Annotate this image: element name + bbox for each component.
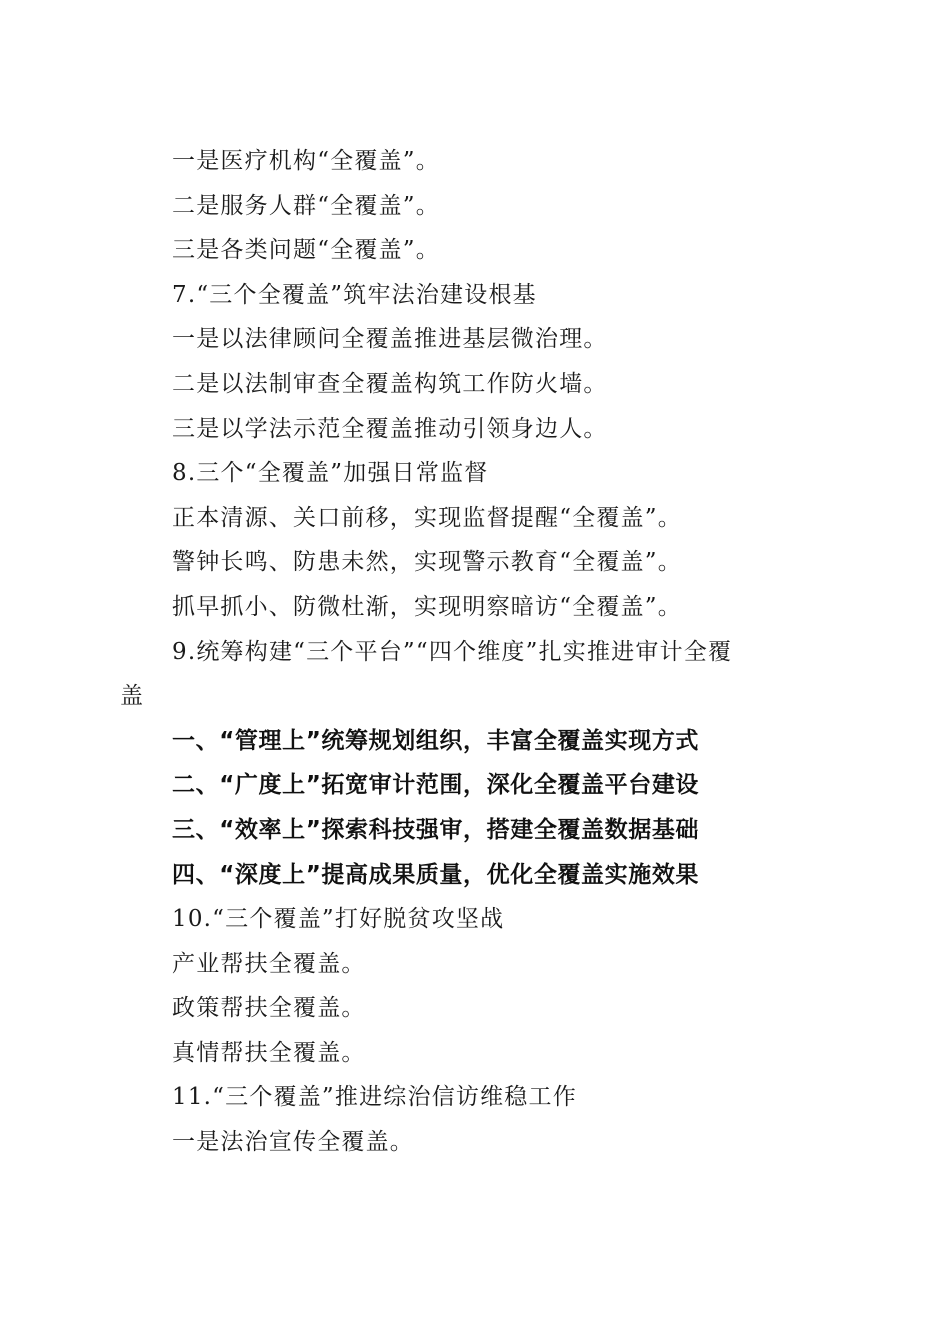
list-item: 一是法治宣传全覆盖。 (172, 1129, 414, 1156)
subsection-heading: 四、“深度上”提高成果质量，优化全覆盖实施效果 (172, 861, 700, 888)
section-heading: 9.统筹构建“三个平台”“四个维度”扎实推进审计全覆 (172, 638, 733, 665)
subsection-heading: 二、“广度上”拓宽审计范围，深化全覆盖平台建设 (172, 772, 700, 799)
section-heading: 11.“三个覆盖”推进综治信访维稳工作 (172, 1084, 577, 1111)
list-item: 正本清源、关口前移，实现监督提醒“全覆盖”。 (172, 504, 682, 531)
list-item: 二是服务人群“全覆盖”。 (172, 192, 440, 219)
list-item: 真情帮扶全覆盖。 (172, 1039, 366, 1066)
subsection-heading: 三、“效率上”探索科技强审，搭建全覆盖数据基础 (172, 816, 700, 843)
section-heading-continuation: 盖 (120, 683, 145, 710)
subsection-heading: 一、“管理上”统筹规划组织，丰富全覆盖实现方式 (172, 727, 700, 754)
document-body (120, 139, 840, 1165)
list-item: 一是医疗机构“全覆盖”。 (172, 148, 440, 174)
section-heading: 10.“三个覆盖”打好脱贫攻坚战 (172, 906, 505, 933)
list-item: 三是以学法示范全覆盖推动引领身边人。 (172, 415, 608, 442)
list-item: 政策帮扶全覆盖。 (172, 995, 366, 1022)
list-item: 一是以法律顾问全覆盖推进基层微治理。 (172, 326, 608, 353)
section-heading: 8.三个“全覆盖”加强日常监督 (172, 460, 489, 487)
list-item: 产业帮扶全覆盖。 (172, 950, 366, 977)
section-heading: 7.“三个全覆盖”筑牢法治建设根基 (172, 281, 537, 308)
list-item: 三是各类问题“全覆盖”。 (172, 237, 440, 264)
list-item: 二是以法制审查全覆盖构筑工作防火墙。 (172, 370, 608, 397)
list-item: 抓早抓小、防微杜渐，实现明察暗访“全覆盖”。 (172, 593, 682, 620)
list-item: 警钟长鸣、防患未然，实现警示教育“全覆盖”。 (172, 549, 682, 576)
